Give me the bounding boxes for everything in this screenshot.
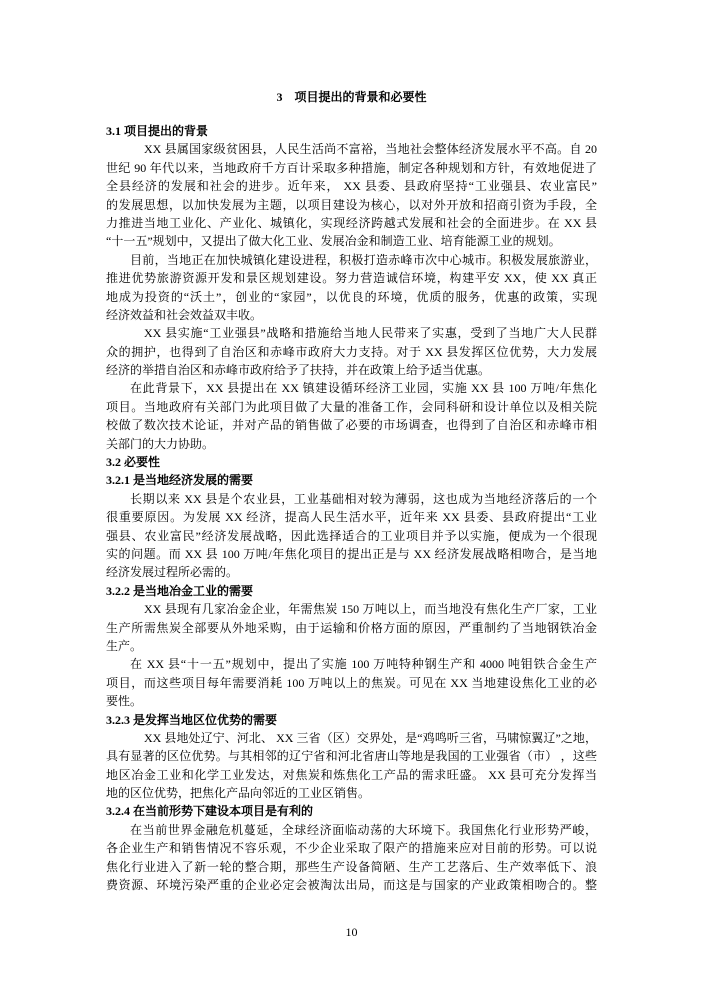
chapter-title: 3 项目提出的背景和必要性: [276, 90, 427, 104]
paragraph-line: 地区冶金工业和化学工业发达，对焦炭和炼焦化工产品的需求旺盛。 XX 县可充分发挥当: [106, 767, 597, 782]
paragraph-line: 经济发展过程所必需的。: [106, 565, 239, 580]
paragraph-line: 在此背景下，XX 县提出在 XX 镇建设循环经济工业园，实施 XX 县 100 万吨/年焦化: [130, 381, 597, 396]
section-3-1-paragraph-4: [106, 379, 597, 453]
paragraph-line: 经济的举措自治区和赤峰市政府给予了扶持，并在政策上给予适当优惠。: [106, 363, 491, 378]
paragraph-line: 世纪 90 年代以来，当地政府千方百计采取多种措施，制定各种规划和方针，有效地促进了: [106, 160, 597, 175]
paragraph-line: 强县、农业富民”经济发展战略，因此选择适合的工业项目并予以实施，便成为一个很现: [106, 528, 597, 543]
paragraph-line: 地的区位优势，把焦化产品向邻近的工业区销售。: [106, 786, 371, 801]
section-3-2-4-paragraph-1: [106, 821, 597, 895]
section-3-2-3-paragraph-1: [106, 729, 597, 803]
paragraph-line: 长期以来 XX 县是个农业县，工业基础相对较为薄弱，这也成为当地经济落后的一个: [130, 491, 597, 506]
paragraph-line: 力推进当地工业化、产业化、城镇化，实现经济跨越式发展和社会的全面进步。在 XX 县: [106, 215, 597, 230]
paragraph-line: 众的拥护，也得到了自治区和赤峰市政府大力支持。对于 XX 县发挥区位优势，大力发展: [106, 344, 597, 359]
section-3-1-paragraph-3: [106, 324, 597, 379]
paragraph-line: 关部门的大力协助。: [106, 436, 215, 451]
paragraph-line: XX 县现有几家冶金企业，年需焦炭 150 万吨以上，而当地没有焦化生产厂家，工业: [144, 602, 597, 617]
paragraph-line: XX 县地处辽宁、河北、 XX 三省（区）交界处，是“鸡鸣听三省，马啸惊翼辽”之地，: [144, 730, 597, 745]
section-3-2-2-heading: 3.2.2 是当地冶金工业的需要: [106, 583, 254, 598]
section-3-1-paragraph-1: [106, 140, 597, 250]
section-3-2-2-paragraph-1: [106, 600, 597, 655]
paragraph-line: “十一五”规划中，又提出了做大化工业、发展冶金和制造工业、培育能源工业的规划。: [106, 234, 561, 249]
paragraph-line: 生产所需焦炭全部要从外地采购，由于运输和价格方面的原因，严重制约了当地钢铁冶金: [106, 620, 597, 635]
paragraph-line: 目前，当地正在加快城镇化建设进程，积极打造赤峰市次中心城市。积极发展旅游业，: [130, 252, 597, 267]
paragraph-line: 实的问题。而 XX 县 100 万吨/年焦化项目的提出正是与 XX 经济发展战略相吻合，是当地: [106, 546, 597, 561]
paragraph-line: 具有显著的区位优势。与其相邻的辽宁省和河北省唐山等地是我国的工业强省（市） ，这些: [106, 749, 597, 764]
paragraph-line: 的发展思想，以加快发展为主题，以项目建设为核心，以对外开放和招商引资为手段，全: [106, 197, 597, 212]
section-3-2-4-heading: 3.2.4 在当前形势下建设本项目是有利的: [106, 804, 314, 819]
paragraph-line: 在当前世界金融危机蔓延，全球经济面临动荡的大环境下。我国焦化行业形势严峻，: [130, 822, 597, 837]
section-3-2-heading: 3.2 必要性: [106, 455, 161, 470]
paragraph-line: 要性。: [106, 694, 143, 709]
paragraph-line: 项目，而这些项目每年需要消耗 100 万吨以上的焦炭。可见在 XX 当地建设焦化工业的必: [106, 675, 597, 690]
paragraph-line: 很重要原因。为发展 XX 经济，提高人民生活水平，近年来 XX 县委、县政府提出“工业: [106, 510, 597, 525]
paragraph-line: 项目。当地政府有关部门为此项目做了大量的准备工作，会同科研和设计单位以及相关院: [106, 399, 597, 414]
section-3-2-1-heading: 3.2.1 是当地经济发展的需要: [106, 473, 254, 488]
section-3-2-1-paragraph-1: [106, 490, 597, 582]
section-3-2-2-paragraph-2: [106, 655, 597, 710]
paragraph-line: 生产。: [106, 638, 143, 653]
page-body: [106, 122, 597, 894]
paragraph-line: 校做了数次技术论证，并对产品的销售做了必要的市场调查，也得到了自治区和赤峰市相: [106, 418, 597, 433]
paragraph-line: 推进优势旅游资源开发和景区规划建设。努力营造诚信环境，构建平安 XX，使 XX 真正: [106, 271, 597, 286]
paragraph-line: 全县经济的发展和社会的进步。近年来， XX 县委、县政府坚持“工业强县、农业富民”: [106, 179, 597, 194]
paragraph-line: 费资源、环境污染严重的企业必定会被淘汰出局，而这是与国家的产业政策相吻合的。整: [106, 878, 597, 893]
paragraph-line: 经济效益和社会效益双丰收。: [106, 307, 263, 322]
paragraph-line: XX 县属国家级贫困县，人民生活尚不富裕，当地社会整体经济发展水平不高。自 20: [144, 142, 597, 157]
paragraph-line: XX 县实施“工业强县”战略和措施给当地人民带来了实惠，受到了当地广大人民群: [144, 326, 597, 341]
page-number: 10: [345, 925, 358, 939]
paragraph-line: 在 XX 县“十一五”规划中，提出了实施 100 万吨特种钢生产和 4000 吨钼铁合金生产: [130, 657, 597, 672]
paragraph-line: 焦化行业进入了新一轮的整合期，那些生产设备简陋、生产工艺落后、生产效率低下、浪: [106, 859, 597, 874]
section-3-1-heading: 3.1 项目提出的背景: [106, 124, 209, 138]
paragraph-line: 各企业生产和销售情况不容乐观，不少企业采取了限产的措施来应对目前的形势。可以说: [106, 841, 597, 856]
paragraph-line: 地成为投资的“沃土”，创业的“家园”，以优良的环境，优质的服务，优惠的政策，实现: [106, 289, 597, 304]
section-3-1-paragraph-2: [106, 251, 597, 325]
section-3-2-3-heading: 3.2.3 是发挥当地区位优势的需要: [106, 712, 278, 727]
